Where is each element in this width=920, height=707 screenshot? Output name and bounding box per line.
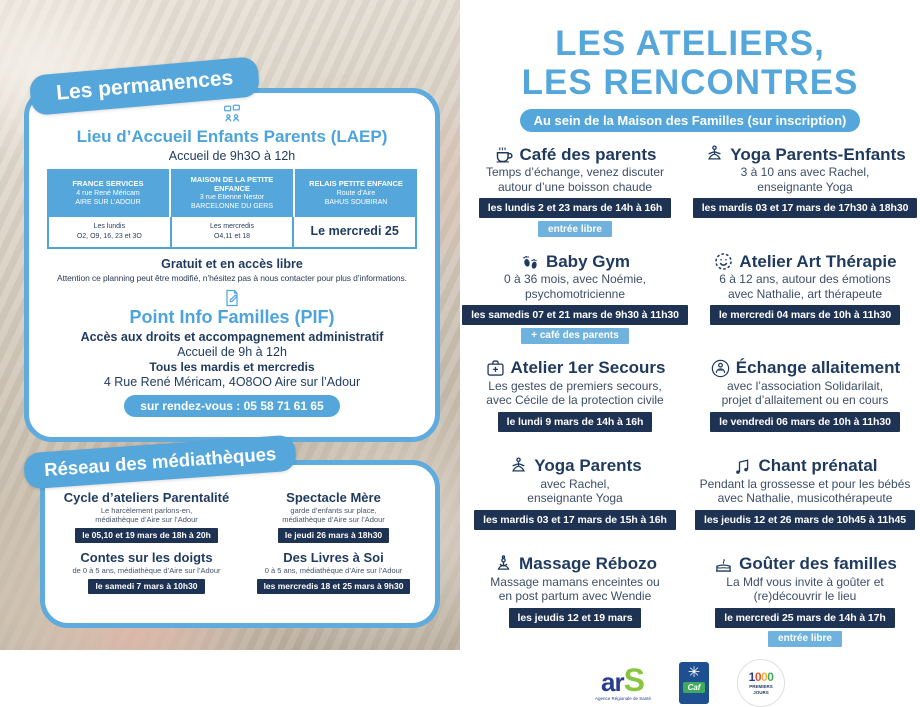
table-header-row xyxy=(47,169,417,217)
caf-star-icon: ✳ xyxy=(687,663,701,681)
pif-line3: Tous les mardis et mercredis xyxy=(149,360,315,375)
event-date-badge: le 05,10 et 19 mars de 18h à 20h xyxy=(75,528,218,543)
workshop-date-badge: le mercredi 25 mars de 14h à 17h xyxy=(715,608,894,628)
baby-feet-icon xyxy=(520,251,541,272)
workshop-premiers-secours: Atelier 1er Secours Les gestes de premiers secours, avec Cécile de la protection civile le lundi 9 mars de 14h à 16h xyxy=(460,354,690,446)
mediatheque-event: Cycle d’ateliers Parentalité Le harcèlement parlons-en, médiathèque d’Aire sur l’Adour le 05,10 et 19 mars de 18h à 20h xyxy=(55,491,238,543)
workshop-title: Goûter des familles xyxy=(739,554,897,574)
mediatheque-event: Spectacle Mère garde d’enfants sur place, médiathèque d’Aire sur l’Adour le jeudi 26 mars à 18h30 xyxy=(242,491,425,543)
ars-logo: arS Agence Régionale de Santé xyxy=(594,661,652,701)
cake-icon xyxy=(713,554,734,575)
workshop-gouter-des-familles: Goûter des familles La Mdf vous invite à goûter et (re)découvrir le lieu le mercredi 25 mars de 14h à 17h entrée libre xyxy=(690,550,920,651)
mediatheques-card xyxy=(40,460,440,628)
mediatheques-events-grid xyxy=(55,491,425,594)
pif-line2: Accueil de 9h à 12h xyxy=(177,345,287,360)
pif-line1: Accès aux droits et accompagnement administratif xyxy=(80,330,384,345)
workshop-massage-rebozo: Massage Rébozo Massage mamans enceintes ou en post partum avec Wendie les jeudis 12 et 19 mars xyxy=(460,550,690,651)
page-title: LES ATELIERS, LES RENCONTRES xyxy=(521,24,859,103)
workshop-baby-gym: Baby Gym 0 à 36 mois, avec Noémie, psychomotricienne les samedis 07 et 21 mars de 9h30 à 11h30 + café des parents xyxy=(460,247,690,348)
workshop-date-badge: les jeudis 12 et 26 mars de 10h45 à 11h45 xyxy=(695,510,915,530)
table-schedule-cell: Le mercredi 25 xyxy=(292,217,415,247)
event-date-badge: les mercredis 18 et 25 mars à 9h30 xyxy=(257,579,411,594)
workshop-date-badge: les jeudis 12 et 19 mars xyxy=(509,608,642,628)
workshop-date-badge: les mardis 03 et 17 mars de 15h à 16h xyxy=(474,510,676,530)
smiley-icon xyxy=(713,251,734,272)
laep-locations-table xyxy=(47,169,417,249)
subtitle-pill: Au sein de la Maison des Familles (sur inscription) xyxy=(520,109,861,132)
mediatheque-event: Contes sur les doigts de 0 à 5 ans, médiathèque d’Aire sur l’Adour le samedi 7 mars à 10h30 xyxy=(55,551,238,594)
workshop-title: Atelier 1er Secours xyxy=(510,358,666,378)
workshop-yoga-parents: Yoga Parents avec Rachel, enseignante Yoga les mardis 03 et 17 mars de 15h à 16h xyxy=(460,452,690,544)
workshop-title: Atelier Art Thérapie xyxy=(739,251,897,271)
workshop-date-badge: le lundi 9 mars de 14h à 16h xyxy=(498,412,653,432)
coffee-icon xyxy=(494,144,515,165)
workshop-echange-allaitement: Échange allaitement avec l’association Solidarilait, projet d’allaitement ou en cours le vendredi 06 mars de 10h à 11h30 xyxy=(690,354,920,446)
mediatheques-header: Réseau des médiathèques xyxy=(23,435,297,490)
free-access-notice: Gratuit et en accès libre xyxy=(161,256,303,271)
workshop-date-badge: les lundis 2 et 23 mars de 14h à 16h xyxy=(479,198,671,218)
planning-warning: Attention ce planning peut être modifié, n’hésitez pas à nous contacter pour plus d’informations. xyxy=(57,272,407,283)
first-aid-icon xyxy=(485,358,506,379)
workshop-extra-badge: entrée libre xyxy=(538,221,612,237)
breastfeeding-icon xyxy=(710,358,731,379)
workshop-art-therapie: Atelier Art Thérapie 6 à 12 ans, autour des émotions avec Nathalie, art thérapeute le mercredi 04 mars de 10h à 11h30 xyxy=(690,247,920,348)
table-schedule-cell: Les lundis O2, O9, 16, 23 et 3O xyxy=(76,223,142,240)
workshop-title: Échange allaitement xyxy=(735,358,901,378)
event-date-badge: le samedi 7 mars à 10h30 xyxy=(88,579,204,594)
workshop-title: Café des parents xyxy=(519,144,657,164)
laep-subtitle: Accueil de 9h3O à 12h xyxy=(168,149,296,163)
workshop-chant-prenatal: Chant prénatal Pendant la grossesse et pour les bébés avec Nathalie, musicothérapeute les jeudis 12 et 26 mars de 10h45 à 11h45 xyxy=(690,452,920,544)
table-header-cell: FRANCE SERVICES 4 rue René Méricam AIRE SUR L’ADOUR xyxy=(47,169,169,217)
workshop-cafe-des-parents: Café des parents Temps d’échange, venez discuter autour d’une boisson chaude les lundis 2 et 23 mars de 14h à 16h entrée libre xyxy=(460,140,690,241)
partner-logos xyxy=(595,659,785,707)
workshop-extra-badge: + café des parents xyxy=(521,328,629,344)
left-panel xyxy=(0,0,460,650)
mille-premiers-jours-logo: 1 0 0 0 PREMIERS JOURS xyxy=(737,659,785,707)
event-date-badge: le jeudi 26 mars à 18h30 xyxy=(278,528,389,543)
caf-logo: ✳ Caf xyxy=(679,662,709,704)
workshop-title: Yoga Parents xyxy=(534,456,642,476)
table-header-cell: RELAIS PETITE ENFANCE Route d’Aire BAHUS SOUBIRAN xyxy=(293,169,417,217)
mediatheque-event: Des Livres à Soi 0 à 5 ans, médiathèque d’Aire sur l’Adour les mercredis 18 et 25 mars à 9h30 xyxy=(242,551,425,594)
table-schedule-cell: Les mercredis O4,11 et 18 xyxy=(170,217,293,247)
workshop-date-badge: les mardis 03 et 17 mars de 17h30 à 18h30 xyxy=(693,198,918,218)
workshop-title: Baby Gym xyxy=(545,251,631,271)
laep-title: Lieu d’Accueil Enfants Parents (LAEP) xyxy=(76,127,388,146)
table-header-cell: MAISON DE LA PETITE ENFANCE 3 rue Etienne Nestor BARCELONNE DU GERS xyxy=(169,169,293,217)
meditation-icon xyxy=(493,554,514,575)
workshop-title: Massage Rébozo xyxy=(519,554,657,574)
workshop-title: Chant prénatal xyxy=(758,456,878,476)
workshop-date-badge: les samedis 07 et 21 mars de 9h30 à 11h30 xyxy=(462,305,688,325)
pif-address: 4 Rue René Méricam, 4O8OO Aire sur l’Adour xyxy=(103,375,361,390)
workshop-yoga-parents-enfants: Yoga Parents-Enfants 3 à 10 ans avec Rachel, enseignante Yoga les mardis 03 et 17 mars de 17h30 à 18h30 xyxy=(690,140,920,241)
phone-appointment-pill: sur rendez-vous : 05 58 71 61 65 xyxy=(124,395,339,417)
table-schedule-row xyxy=(47,217,417,249)
right-panel xyxy=(460,0,920,701)
yoga-icon xyxy=(704,144,725,165)
workshops-grid xyxy=(460,140,920,650)
workshop-extra-badge: entrée libre xyxy=(768,631,842,647)
workshop-date-badge: le vendredi 06 mars de 10h à 11h30 xyxy=(710,412,900,432)
permanences-card xyxy=(24,88,440,442)
music-note-icon xyxy=(732,456,753,477)
yoga-icon xyxy=(508,456,529,477)
permanences-header: Les permanences xyxy=(29,56,261,116)
document-edit-icon xyxy=(44,288,420,308)
workshop-title: Yoga Parents-Enfants xyxy=(730,144,906,164)
workshop-date-badge: le mercredi 04 mars de 10h à 11h30 xyxy=(710,305,900,325)
pif-title: Point Info Familles (PIF) xyxy=(129,306,335,327)
